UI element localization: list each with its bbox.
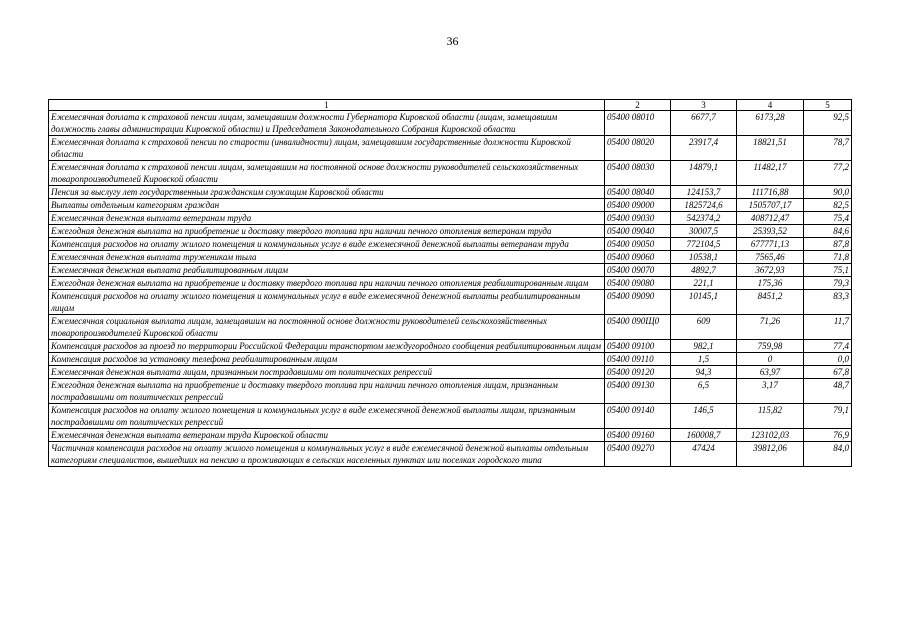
row-percent: 90,0	[804, 186, 852, 199]
row-plan: 982,1	[671, 340, 737, 353]
row-name: Ежемесячная денежная выплата реабилитированным лицам	[49, 264, 605, 277]
row-percent: 71,8	[804, 251, 852, 264]
row-percent: 83,3	[804, 290, 852, 315]
table-row	[49, 366, 852, 379]
row-fact: 7565,46	[737, 251, 804, 264]
row-percent: 84,6	[804, 225, 852, 238]
row-code: 05400 09110	[605, 353, 671, 366]
row-code: 05400 09000	[605, 199, 671, 212]
row-code: 05400 09070	[605, 264, 671, 277]
row-code: 05400 09040	[605, 225, 671, 238]
row-fact: 408712,47	[737, 212, 804, 225]
row-plan: 10538,1	[671, 251, 737, 264]
row-percent: 75,4	[804, 212, 852, 225]
row-percent: 76,9	[804, 429, 852, 442]
row-name: Компенсация расходов на оплату жилого помещения и коммунальных услуг в виде ежемесячной денежной выплаты реабилитированным лицам	[49, 290, 605, 315]
row-percent: 11,7	[804, 315, 852, 340]
row-code: 05400 08010	[605, 111, 671, 136]
row-plan: 30007,5	[671, 225, 737, 238]
table-row	[49, 238, 852, 251]
table-row	[49, 161, 852, 186]
row-fact: 115,82	[737, 404, 804, 429]
table-row	[49, 225, 852, 238]
row-name: Пенсия за выслугу лет государственным гражданским служащим Кировской области	[49, 186, 605, 199]
row-fact: 123102,03	[737, 429, 804, 442]
row-fact: 0	[737, 353, 804, 366]
table-row	[49, 290, 852, 315]
row-percent: 87,8	[804, 238, 852, 251]
row-plan: 1825724,6	[671, 199, 737, 212]
row-code: 05400 09120	[605, 366, 671, 379]
budget-table	[48, 99, 852, 467]
col-header-5: 5	[804, 100, 852, 111]
row-name: Ежемесячная денежная выплата труженикам тыла	[49, 251, 605, 264]
table-row	[49, 212, 852, 225]
row-name: Ежемесячная доплата к страховой пенсии по старости (инвалидности) лицам, замещавшим государственные должности Кировской области	[49, 136, 605, 161]
row-fact: 39812,06	[737, 442, 804, 467]
row-code: 05400 08040	[605, 186, 671, 199]
row-code: 05400 09050	[605, 238, 671, 251]
row-fact: 3672,93	[737, 264, 804, 277]
row-fact: 25393,52	[737, 225, 804, 238]
row-code: 05400 09060	[605, 251, 671, 264]
row-code: 05400 08020	[605, 136, 671, 161]
row-plan: 609	[671, 315, 737, 340]
table-row	[49, 442, 852, 467]
row-name: Ежегодная денежная выплата на приобретение и доставку твердого топлива при наличии печного отопления реабилитированным лицам	[49, 277, 605, 290]
row-name: Ежемесячная социальная выплата лицам, замещавшим на постоянной основе должности руководителей сельскохозяйственных товаропроизводителей Кировской области	[49, 315, 605, 340]
table-row	[49, 277, 852, 290]
row-fact: 8451,2	[737, 290, 804, 315]
row-code: 05400 09030	[605, 212, 671, 225]
row-name: Компенсация расходов за установку телефона реабилитированным лицам	[49, 353, 605, 366]
row-percent: 82,5	[804, 199, 852, 212]
row-name: Выплаты отдельным категориям граждан	[49, 199, 605, 212]
row-plan: 160008,7	[671, 429, 737, 442]
row-plan: 1,5	[671, 353, 737, 366]
table-row	[49, 199, 852, 212]
row-plan: 542374,2	[671, 212, 737, 225]
row-code: 05400 090Щ0	[605, 315, 671, 340]
row-name: Компенсация расходов на оплату жилого помещения и коммунальных услуг в виде ежемесячной денежной выплаты ветеранам труда	[49, 238, 605, 251]
col-header-3: 3	[671, 100, 737, 111]
row-plan: 772104,5	[671, 238, 737, 251]
col-header-2: 2	[605, 100, 671, 111]
row-name: Компенсация расходов на оплату жилого помещения и коммунальных услуг в виде ежемесячной денежной выплаты лицам, признанным пострадавшими от политических репрессий	[49, 404, 605, 429]
table-row	[49, 186, 852, 199]
row-name: Ежегодная денежная выплата на приобретение и доставку твердого топлива при наличии печного отопления лицам, признанным пострадавшими от политических репрессий	[49, 379, 605, 404]
row-fact: 111716,88	[737, 186, 804, 199]
row-percent: 79,1	[804, 404, 852, 429]
row-percent: 77,4	[804, 340, 852, 353]
row-plan: 94,3	[671, 366, 737, 379]
row-fact: 11482,17	[737, 161, 804, 186]
row-name: Ежегодная денежная выплата на приобретение и доставку твердого топлива при наличии печного отопления ветеранам труда	[49, 225, 605, 238]
row-plan: 6,5	[671, 379, 737, 404]
table-row	[49, 136, 852, 161]
table-row	[49, 404, 852, 429]
row-percent: 78,7	[804, 136, 852, 161]
row-plan: 14879,1	[671, 161, 737, 186]
row-name: Ежемесячная денежная выплата ветеранам труда Кировской области	[49, 429, 605, 442]
page-number: 36	[446, 34, 459, 48]
row-plan: 4892,7	[671, 264, 737, 277]
row-code: 05400 09080	[605, 277, 671, 290]
table-body	[49, 111, 852, 467]
row-fact: 677771,13	[737, 238, 804, 251]
row-percent: 92,5	[804, 111, 852, 136]
table-row	[49, 340, 852, 353]
table-row	[49, 251, 852, 264]
col-header-4: 4	[737, 100, 804, 111]
row-fact: 759,98	[737, 340, 804, 353]
row-plan: 47424	[671, 442, 737, 467]
row-fact: 18821,51	[737, 136, 804, 161]
row-code: 05400 09140	[605, 404, 671, 429]
row-fact: 63,97	[737, 366, 804, 379]
row-fact: 175,36	[737, 277, 804, 290]
row-plan: 23917,4	[671, 136, 737, 161]
row-name: Ежемесячная денежная выплата лицам, признанным пострадавшими от политических репрессий	[49, 366, 605, 379]
row-plan: 124153,7	[671, 186, 737, 199]
row-code: 05400 09130	[605, 379, 671, 404]
row-percent: 48,7	[804, 379, 852, 404]
row-name: Компенсация расходов за проезд по территории Российской Федерации транспортом междугородного сообщения реабилитированным лицам	[49, 340, 605, 353]
row-name: Ежемесячная доплата к страховой пенсии лицам, замещавшим должности Губернатора Кировской области (лицам, замещавшим должность главы администрации Кировской области) и Председателя Законодательного Собрания Кировской области	[49, 111, 605, 136]
row-fact: 71,26	[737, 315, 804, 340]
row-name: Частичная компенсация расходов на оплату жилого помещения и коммунальных услуг в виде ежемесячной денежной выплаты отдельным категориям специалистов, вышедших на пенсию и проживающих в сельских населенных пунктах или поселках городского типа	[49, 442, 605, 467]
table-row	[49, 353, 852, 366]
table-row	[49, 315, 852, 340]
row-percent: 67,8	[804, 366, 852, 379]
row-plan: 10145,1	[671, 290, 737, 315]
row-fact: 3,17	[737, 379, 804, 404]
row-plan: 6677,7	[671, 111, 737, 136]
row-code: 05400 09100	[605, 340, 671, 353]
row-code: 05400 08030	[605, 161, 671, 186]
row-percent: 79,3	[804, 277, 852, 290]
table-row	[49, 429, 852, 442]
row-code: 05400 09270	[605, 442, 671, 467]
row-percent: 0,0	[804, 353, 852, 366]
table-row	[49, 111, 852, 136]
row-name: Ежемесячная доплата к страховой пенсии лицам, замещавшим на постоянной основе должности руководителей сельскохозяйственных товаропроизводителей Кировской области	[49, 161, 605, 186]
row-fact: 1505707,17	[737, 199, 804, 212]
table-row	[49, 264, 852, 277]
col-header-1: 1	[49, 100, 605, 111]
row-code: 05400 09160	[605, 429, 671, 442]
header-row	[49, 100, 852, 111]
table-row	[49, 379, 852, 404]
row-code: 05400 09090	[605, 290, 671, 315]
row-percent: 75,1	[804, 264, 852, 277]
row-fact: 6173,28	[737, 111, 804, 136]
row-percent: 77,2	[804, 161, 852, 186]
row-plan: 221,1	[671, 277, 737, 290]
row-plan: 146,5	[671, 404, 737, 429]
row-percent: 84,0	[804, 442, 852, 467]
row-name: Ежемесячная денежная выплата ветеранам труда	[49, 212, 605, 225]
